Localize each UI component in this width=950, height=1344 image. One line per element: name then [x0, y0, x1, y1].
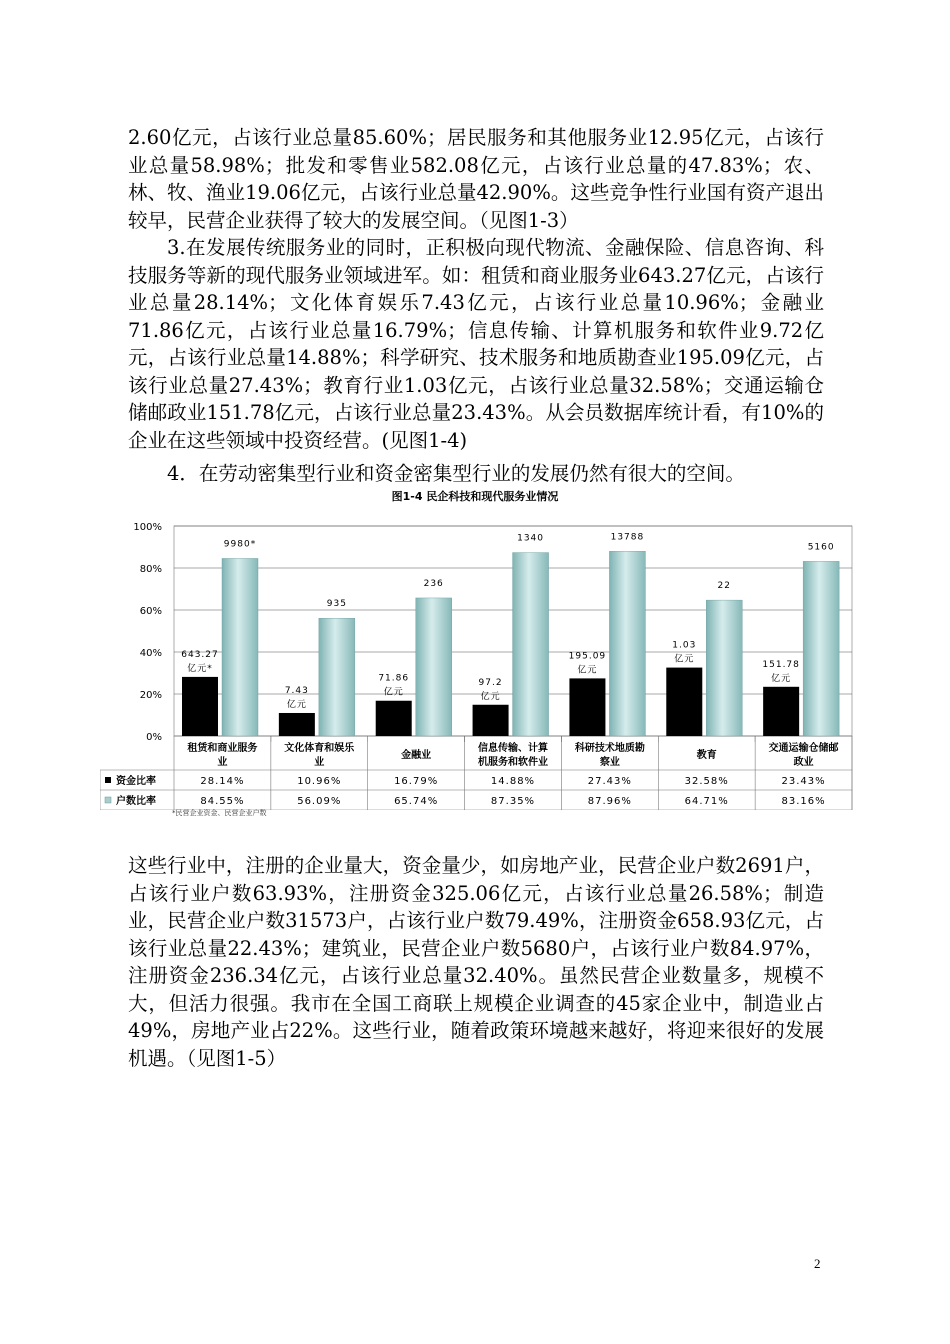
- bar-label-capital: 97.2: [478, 677, 503, 688]
- legend-key-household: [105, 797, 111, 803]
- legend-label: 户数比率: [116, 796, 156, 807]
- bar-label-household: 1340: [517, 533, 545, 544]
- table-value: 10.96%: [297, 776, 342, 787]
- table-value: 23.43%: [781, 776, 826, 787]
- bar-label-household: 236: [423, 578, 444, 589]
- table-value: 27.43%: [587, 776, 632, 787]
- table-value: 16.79%: [394, 776, 439, 787]
- bar-capital-ratio: [763, 687, 799, 736]
- bar-household-ratio: [609, 551, 645, 736]
- bar-label-capital: 1.03: [672, 640, 697, 651]
- paragraph-2: [128, 234, 824, 454]
- y-tick-label: 20%: [139, 690, 162, 701]
- paragraph-4: 这些行业中，注册的企业量大，资金量少，如房地产业，民营企业户数2691户，占该行业户数63.93%，注册资金325.06亿元，占该行业总量26.58%；制造业，民营企业户数31573户，占该行业户数79.49%，注册资金658.93亿元，占该行业总量22.43%；建筑业，民营企业户数5680户，占该行业户数84.97%，注册资金236.34亿元，占该行业总量32.40%。虽然民营企业数量多，规模不大，但活力很强。我市在全国工商联上规模企业调查的45家企业中，制造业占49%，房地产业占22%。这些行业，随着政策环境越来越好，将迎来很好的发展机遇。（见图1-5）: [128, 854, 824, 1070]
- table-value: 56.09%: [297, 796, 342, 807]
- bar-label-household: 5160: [807, 542, 835, 553]
- paragraph-3-text: 4．在劳动密集型行业和资金密集型行业的发展仍然有很大的空间。: [167, 462, 745, 485]
- bar-label-capital: 亿元: [383, 687, 404, 698]
- bar-label-capital: 亿元: [577, 665, 598, 676]
- bar-capital-ratio: [376, 701, 412, 736]
- page-number: 2: [814, 1256, 821, 1271]
- table-value: 83.16%: [781, 796, 826, 807]
- category-label: 机服务和软件业: [478, 757, 548, 768]
- bar-chart: [100, 510, 880, 810]
- bar-household-ratio: [803, 561, 839, 736]
- category-label: 业: [217, 757, 228, 768]
- bar-label-household: 9980*: [223, 539, 257, 550]
- bar-label-capital: 151.78: [762, 659, 800, 670]
- bar-household-ratio: [416, 598, 452, 736]
- category-label: 察业: [599, 757, 620, 768]
- category-label: 教育: [696, 750, 717, 761]
- bar-household-ratio: [319, 618, 355, 736]
- y-tick-label: 40%: [139, 648, 162, 659]
- bar-capital-ratio: [569, 678, 605, 736]
- bar-household-ratio: [706, 600, 742, 736]
- category-label: 科研技术地质勘: [574, 743, 645, 754]
- bar-label-capital: 亿元*: [187, 663, 213, 674]
- bar-household-ratio: [222, 558, 258, 736]
- chart-footnote: *民营企业资金、民营企业户数: [172, 809, 267, 817]
- paragraph-2-text: 3.在发展传统服务业的同时，正积极向现代物流、金融保险、信息咨询、科技服务等新的现代服务业领域进军。如：租赁和商业服务业643.27亿元，占该行业总量28.14%；文化体育娱乐7.43亿元，占该行业总量10.96%；金融业71.86亿元，占该行业总量16.79%；信息传输、计算机服务和软件业9.72亿元，占该行业总量14.88%；科学研究、技术服务和地质勘查业195.09亿元，占该行业总量27.43%；教育行业1.03亿元，占该行业总量32.58%；交通运输仓储邮政业151.78亿元，占该行业总量23.43%。从会员数据库统计看，有10%的企业在这些领域中投资经营。(见图1-4): [128, 236, 824, 452]
- legend-label: 资金比率: [116, 776, 156, 787]
- bar-label-capital: 195.09: [568, 651, 607, 662]
- table-value: 28.14%: [200, 776, 245, 787]
- table-value: 84.55%: [200, 796, 245, 807]
- y-tick-label: 100%: [133, 522, 162, 533]
- bar-label-capital: 亿元: [771, 673, 792, 684]
- y-tick-label: 80%: [139, 564, 162, 575]
- category-label: 业: [314, 757, 325, 768]
- table-value: 14.88%: [490, 776, 536, 787]
- bar-label-capital: 亿元: [480, 691, 501, 702]
- bar-label-capital: 71.86: [378, 673, 410, 684]
- paragraph-3: [128, 460, 824, 488]
- bar-capital-ratio: [182, 677, 218, 736]
- bar-capital-ratio: [666, 668, 702, 736]
- bar-capital-ratio: [473, 705, 509, 736]
- table-value: 87.35%: [490, 796, 536, 807]
- category-label: 交通运输仓储邮: [768, 743, 839, 754]
- category-label: 文化体育和娱乐: [284, 743, 355, 754]
- bar-label-capital: 亿元: [286, 699, 307, 710]
- bar-household-ratio: [513, 553, 549, 736]
- paragraph-1: 2.60亿元，占该行业总量85.60%；居民服务和其他服务业12.95亿元，占该行业总量58.98%；批发和零售业582.08亿元，占该行业总量的47.83%；农、林、牧、渔业19.06亿元，占该行业总量42.90%。这些竞争性行业国有资产退出较早，民营企业获得了较大的发展空间。（见图1-3）: [128, 126, 824, 232]
- y-tick-label: 60%: [139, 606, 162, 617]
- category-label: 信息传输、计算: [478, 743, 548, 754]
- bar-label-capital: 7.43: [284, 685, 309, 696]
- table-value: 65.74%: [394, 796, 439, 807]
- chart-title: 图1-4 民企科技和现代服务业情况: [391, 490, 559, 503]
- y-tick-label: 0%: [146, 732, 162, 743]
- table-value: 64.71%: [684, 796, 729, 807]
- category-label: 租赁和商业服务: [187, 743, 258, 754]
- category-label: 政业: [793, 757, 814, 768]
- table-value: 87.96%: [587, 796, 632, 807]
- bar-label-capital: 643.27: [181, 649, 219, 660]
- table-value: 32.58%: [684, 776, 729, 787]
- category-label: 金融业: [401, 750, 432, 761]
- bar-label-household: 935: [326, 599, 347, 610]
- bar-capital-ratio: [279, 713, 315, 736]
- bar-label-household: 13788: [610, 532, 645, 543]
- bar-label-capital: 亿元: [674, 654, 695, 665]
- bar-label-household: 22: [717, 581, 732, 592]
- legend-key-capital: [105, 777, 111, 783]
